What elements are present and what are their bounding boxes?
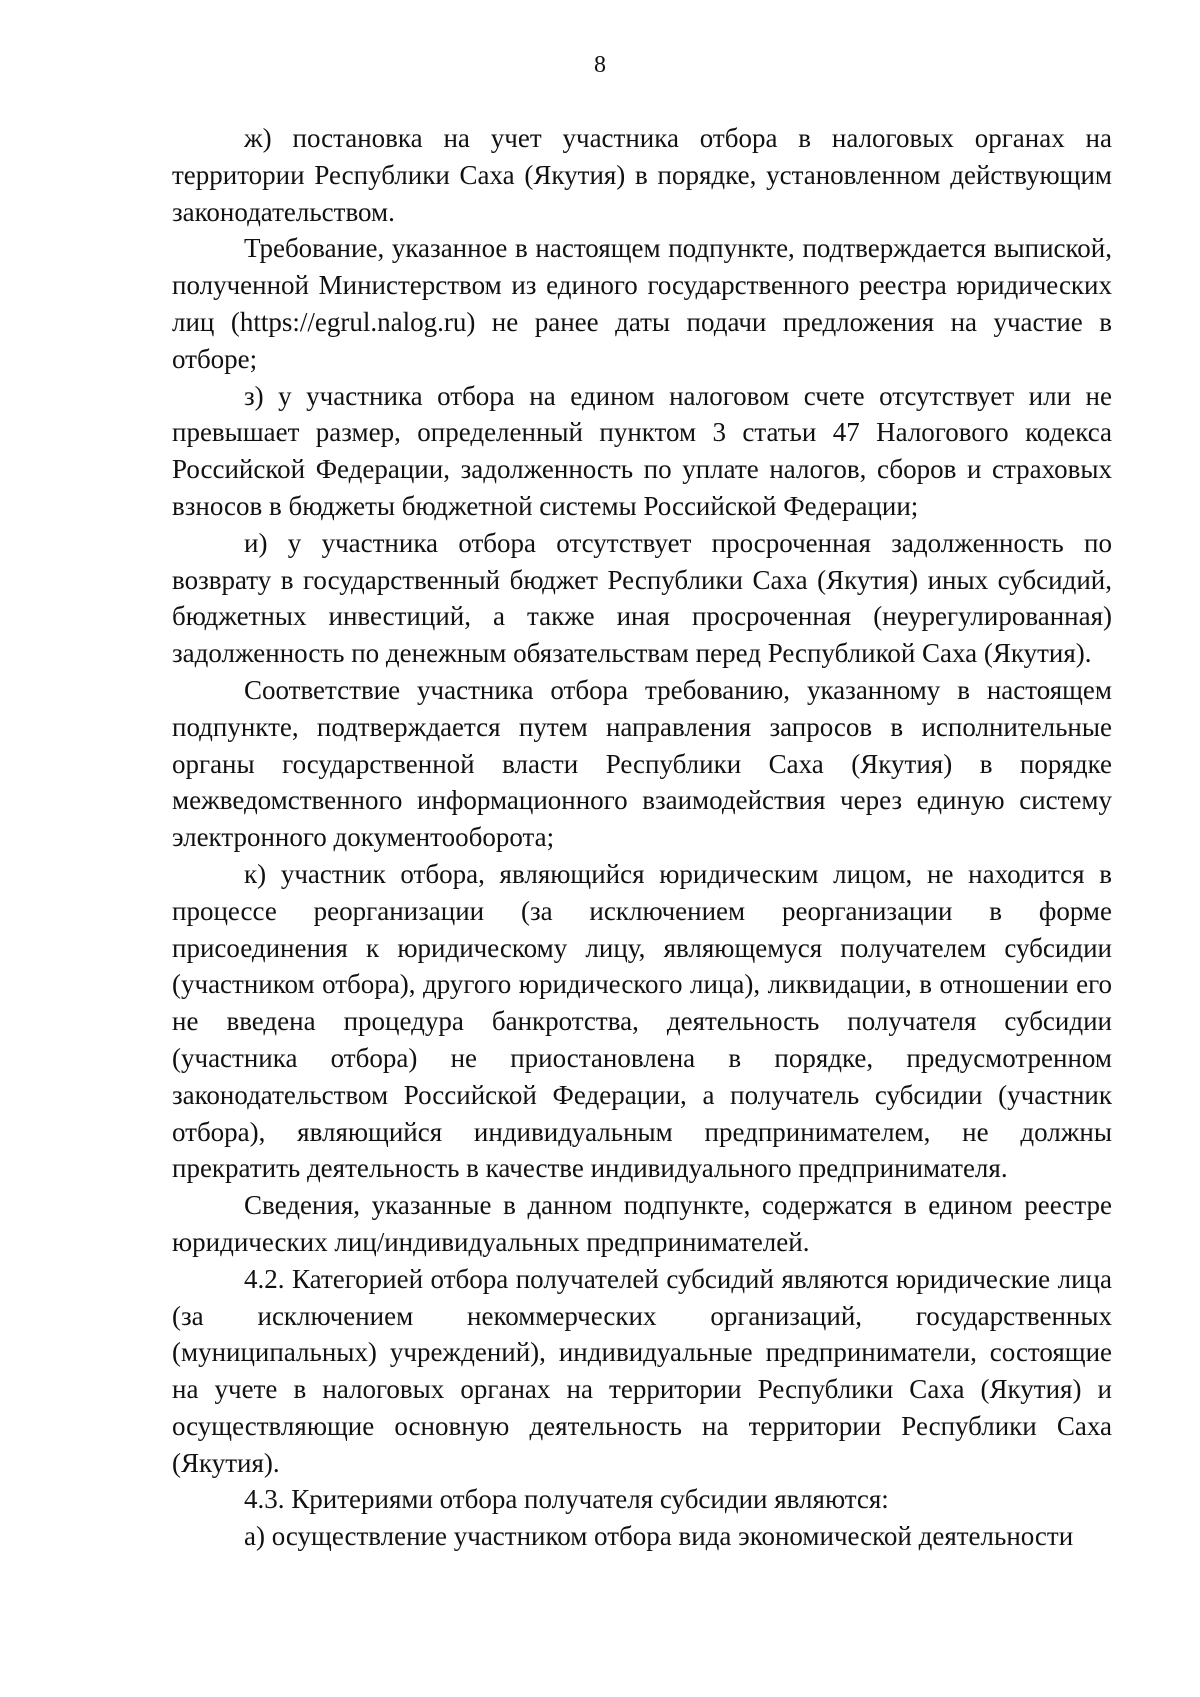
paragraph-a-activity: а) осуществление участником отбора вида экономической деятельности [244,1521,1074,1552]
paragraph-compliance-requests: Соответствие участника отбора требованию, указанному в настоящем подпункте, подтверждается путем направления запросов в исполнительные органы государственной власти Республики Саха (Якутия) в порядке межведомственного информационного взаимодействия через единую систему электронного документооборота; [172,674,1112,853]
paragraph-zh-tax-registration: ж) постановка на учет участника отбора в налоговых органах на территории Республики Саха (Якутия) в порядке, установленном действующим законодательством. [172,123,1112,227]
paragraph-registry-info: Сведения, указанные в данном подпункте, содержатся в едином реестре юридических лиц/индивидуальных предпринимателей. [172,1190,1112,1257]
paragraph-4-3-criteria: 4.3. Критериями отбора получателя субсидии являются: [244,1484,889,1515]
paragraph-i-overdue-debt: и) у участника отбора отсутствует просроченная задолженность по возврату в государственный бюджет Республики Саха (Якутия) иных субсидий, бюджетных инвестиций, а также иная просроченная (неурегулированная) задолженность по денежным обязательствам перед Республикой Саха (Якутия). [172,527,1112,669]
paragraph-z-tax-debt: з) у участника отбора на едином налоговом счете отсутствует или не превышает размер, определенный пунктом 3 статьи 47 Налогового кодекса Российской Федерации, задолженность по уплате налогов, сборов и страховых взносов в бюджеты бюджетной системы Российской Федерации; [172,380,1112,521]
paragraph-egrul-extract: Требование, указанное в настоящем подпункте, подтверждается выпиской, полученной Министерством из единого государственного реестра юридических лиц (https://egrul.nalog.ru) не ранее даты подачи предложения на участие в отборе; [172,233,1112,374]
document-body [172,120,1112,1555]
page-number: 8 [594,52,606,78]
paragraph-k-reorganization: к) участник отбора, являющийся юридическим лицом, не находится в процессе реорганизации (за исключением реорганизации в форме присоединения к юридическому лицу, являющемуся получателем субсидии (участником отбора), другого юридического лица), ликвидации, в отношении его не введена процедура банкротства, деятельность получателя субсидии (участника отбора) не приостановлена в порядке, предусмотренном законодательством Российской Федерации, а получатель субсидии (участник отбора), являющийся индивидуальным предпринимателем, не должны прекратить деятельность в качестве индивидуального предпринимателя. [172,858,1112,1184]
paragraph-4-2-category: 4.2. Категорией отбора получателей субсидий являются юридические лица (за исключением некоммерческих организаций, государственных (муниципальных) учреждений), индивидуальные предприниматели, состоящие на учете в налоговых органах на территории Республики Саха (Якутия) и осуществляющие основную деятельность на территории Республики Саха (Якутия). [172,1263,1112,1478]
